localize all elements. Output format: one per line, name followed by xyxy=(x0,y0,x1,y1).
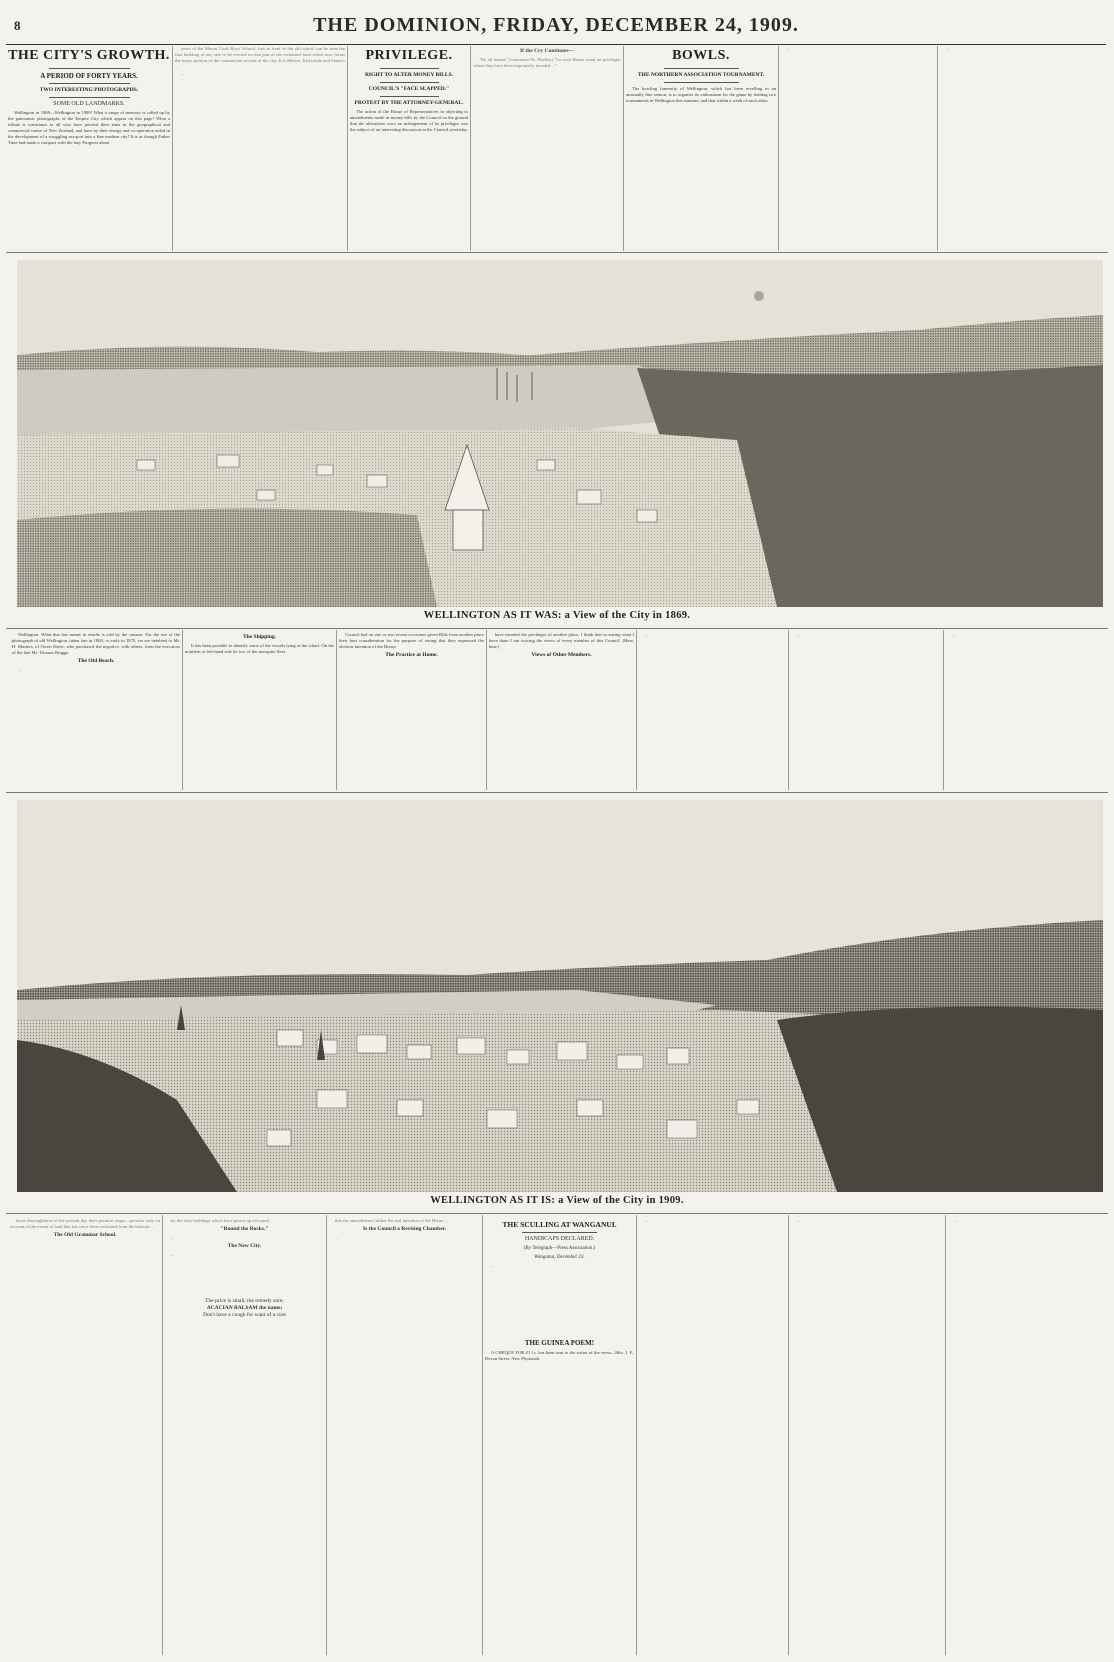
city-growth-column xyxy=(8,46,170,251)
ad-line-3: Don't have a cough for want of a cure xyxy=(203,1311,286,1318)
panorama-1869-drawing xyxy=(17,260,1103,607)
column-rule xyxy=(636,630,637,790)
column-rule xyxy=(326,1215,327,1655)
city-growth-subhead: A PERIOD OF FORTY YEARS. xyxy=(40,72,138,80)
practice-heading: The Practice at Home. xyxy=(385,651,438,658)
privilege-lead: The action of the House of Representatives in objecting to amendments made in money bills by the Council on the ground that the alterations were an infringement of its privileges was the subject of an interesting discussion in the Council yesterday. xyxy=(350,109,468,132)
photo-wellington-1909 xyxy=(17,800,1103,1192)
column-rule xyxy=(636,1215,637,1655)
bowls-headline: BOWLS. xyxy=(672,48,730,63)
privilege-subhead3: PROTEST BY THE ATTORNEY-GENERAL. xyxy=(354,100,464,106)
sculling-headline: THE SCULLING AT WANGANUI. xyxy=(502,1220,617,1229)
privilege-subhead: RIGHT TO ALTER MONEY BILLS. xyxy=(364,72,454,78)
handicaps-heading: HANDICAPS DECLARED. xyxy=(524,1236,595,1242)
mid-col4-text: have invaded the privileges of another place. I think that in stating what I have done I am voicing the views of every member of this Council. (Hear, hear.) xyxy=(489,632,634,649)
privilege-continued: If the Cry Continues— "By all means" (continued Dr. Findlay) "let such House stand on privileges where they have been improperly invaded ..." xyxy=(473,48,621,68)
column-rule xyxy=(182,630,183,790)
telegraph-line: (By Telegraph—Press Association.) xyxy=(523,1246,596,1251)
privilege-subhead2: COUNCIL'S "FACE SLAPPED." xyxy=(368,86,450,92)
caption-1909: WELLINGTON AS IT IS: a View of the City in 1909. xyxy=(430,1195,684,1206)
column-rule xyxy=(162,1215,163,1655)
column-rule xyxy=(937,46,938,251)
acacian-balsam-ad xyxy=(165,1298,324,1319)
bowls-subhead: THE NORTHERN ASSOCIATION TOURNAMENT. xyxy=(637,72,765,78)
ad-line-2: ACACIAN BALSAM the name; xyxy=(206,1304,283,1311)
bottom-col-2: by the lofty buildings which have grown up all round. "Round the Rocks." ... The New City. ... The price is small, the remedy sure; ACACIAN BALSAM the name; Don't have a cough for want of a cure xyxy=(165,1218,324,1655)
mid-col-4 xyxy=(489,632,634,790)
mid-col-6: ... xyxy=(797,632,801,637)
bowls-column xyxy=(626,46,776,251)
column-rule xyxy=(486,630,487,790)
council-chamber-heading: Is the Council a Revising Chamber. xyxy=(363,1225,446,1232)
bottom-col-5: ... xyxy=(645,1218,649,1223)
bottom-col-7: ... xyxy=(954,1218,958,1223)
column-rule xyxy=(482,1215,483,1655)
round-rocks-heading: "Round the Rocks." xyxy=(220,1225,269,1232)
bottom-col-3: that the amendments further the real intention of the House ... Is the Council a Revising Chamber. ... xyxy=(329,1218,480,1655)
guinea-poem-heading: THE GUINEA POEM! xyxy=(524,1338,595,1347)
privilege-headline: PRIVILEGE. xyxy=(365,48,453,63)
bottom-col-6: ... xyxy=(797,1218,801,1223)
column-rule xyxy=(172,46,173,251)
new-city-heading: The New City. xyxy=(227,1242,262,1249)
mid-col2-text: It has been possible to identify some of the vessels lying at the wharf. On the northern or left-hand side lie two of the mosquito fleet. xyxy=(185,643,334,654)
city-growth-subhead2: TWO INTERESTING PHOTOGRAPHS. xyxy=(39,87,139,93)
privilege-column xyxy=(350,46,468,251)
dateline: Wanganui, December 23. xyxy=(534,1255,585,1260)
bowls-lead: The bowling fraternity of Wellington, which has been revelling in an unusually fine season, is to organise its enthusiasm for the game by holding two tournaments in Wellington this summer, and that within a week of each other. xyxy=(626,86,776,103)
masthead xyxy=(6,14,1106,45)
newspaper-title: THE DOMINION, FRIDAY, DECEMBER 24, 1909. xyxy=(313,14,799,36)
column-rule xyxy=(347,46,348,251)
photo-wellington-1869 xyxy=(17,260,1103,607)
mid-col-7: ... xyxy=(952,632,956,637)
section-rule xyxy=(6,252,1108,253)
old-beach-heading: The Old Beach. xyxy=(77,657,115,664)
other-members-heading: Views of Other Members. xyxy=(531,651,592,658)
caption-1869: WELLINGTON AS IT WAS: a View of the City in 1869. xyxy=(423,610,691,621)
bowls-pairs: ... xyxy=(946,46,950,51)
mid-col-3 xyxy=(339,632,484,790)
column-rule xyxy=(470,46,471,251)
city-growth-headline: THE CITY'S GROWTH. xyxy=(8,48,170,63)
mid-col-1: Wellington. What that has meant in results is told by the camera. For the use of the photograph of old Wellington, taken late in 1869, or early in 1870, we are indebted to Mr. H. Masters, of Owen Street, who purchased the negative, with others, from the executors of the late Mr. Thomas Bragge. The Old Beach. ... xyxy=(12,632,180,672)
shipping-heading: The Shipping. xyxy=(242,634,277,640)
column-rule xyxy=(778,46,779,251)
section-rule xyxy=(6,628,1108,629)
column-rule xyxy=(945,1215,946,1655)
mid-col3-text: Council had on one or two recent occasions given Bills from another place their best consideration for the purpose of seeing that they expressed the obvious intention of the House. xyxy=(339,632,484,649)
city-growth-section: SOME OLD LANDMARKS. xyxy=(53,101,125,107)
section-rule xyxy=(6,792,1108,793)
column-rule xyxy=(336,630,337,790)
guinea-poem-text: A CHEQUE FOR £1 1s. has been sent to the writer of the verse—Mrs. J. F., Devon Street, New Plymouth. xyxy=(485,1349,634,1361)
panorama-1909-drawing xyxy=(17,800,1103,1192)
bottom-col-1: those thoroughfares of the present day their peculiar shape—peculiar only on account of the extent of land that has since been reclaimed from the harbour ... The Old Grammar School. xyxy=(10,1218,160,1238)
page-number: 8 xyxy=(14,18,21,33)
column-rule xyxy=(788,630,789,790)
section-rule xyxy=(6,1213,1108,1214)
mid-col-2 xyxy=(185,632,334,790)
cry-heading: If the Cry Continues— xyxy=(520,48,574,54)
column-rule xyxy=(788,1215,789,1655)
mid-col1-text: Wellington. What that has meant in results is told by the camera. For the use of the photograph of old Wellington, taken late in 1869, or early in 1870, we are indebted to Mr. H. Masters, of Owen Street, who purchased the negative, with others, from the executors of the late Mr. Thomas Bragge. xyxy=(12,632,180,655)
grammar-school-heading: The Old Grammar School. xyxy=(53,1231,117,1238)
bowls-entries: ... xyxy=(787,46,791,51)
sculling-column: THE SCULLING AT WANGANUI. HANDICAPS DECLARED. (By Telegraph—Press Association.) Wanganui, December 23. ... THE GUINEA POEM! A CHEQUE FOR £1 1s. has been sent to the writer of the verse—Mrs. J. F., Devon Street, New Plymouth. xyxy=(485,1220,634,1361)
column-rule xyxy=(623,46,624,251)
city-growth-continued: years of the Mount Cook Boys' School. Just in front of the old school can be seen the first building of any size to be erected on that part of the reclaimed land which now forms the major portion of the commercial section of the city. It is Messrs. Kirkcaldie and Stains's ... ... xyxy=(175,46,345,76)
city-growth-lead: Wellington in 1869—Wellington in 1909! What a range of memory is called up by the panoramic photographs of the Empire City which appear on this page! What a tribute it constitutes to all who have pitched their tents in the geographical and commercial centre of New Zealand, and have by their energy and co-operation aided in the development of a struggling sea-port into a fine modern city! It is as though Father Time had made a compact with the lazy Progress about xyxy=(8,110,170,145)
ad-line-1: The price is small, the remedy sure; xyxy=(205,1297,284,1304)
column-rule xyxy=(943,630,944,790)
mid-col-5: ... xyxy=(645,632,649,637)
